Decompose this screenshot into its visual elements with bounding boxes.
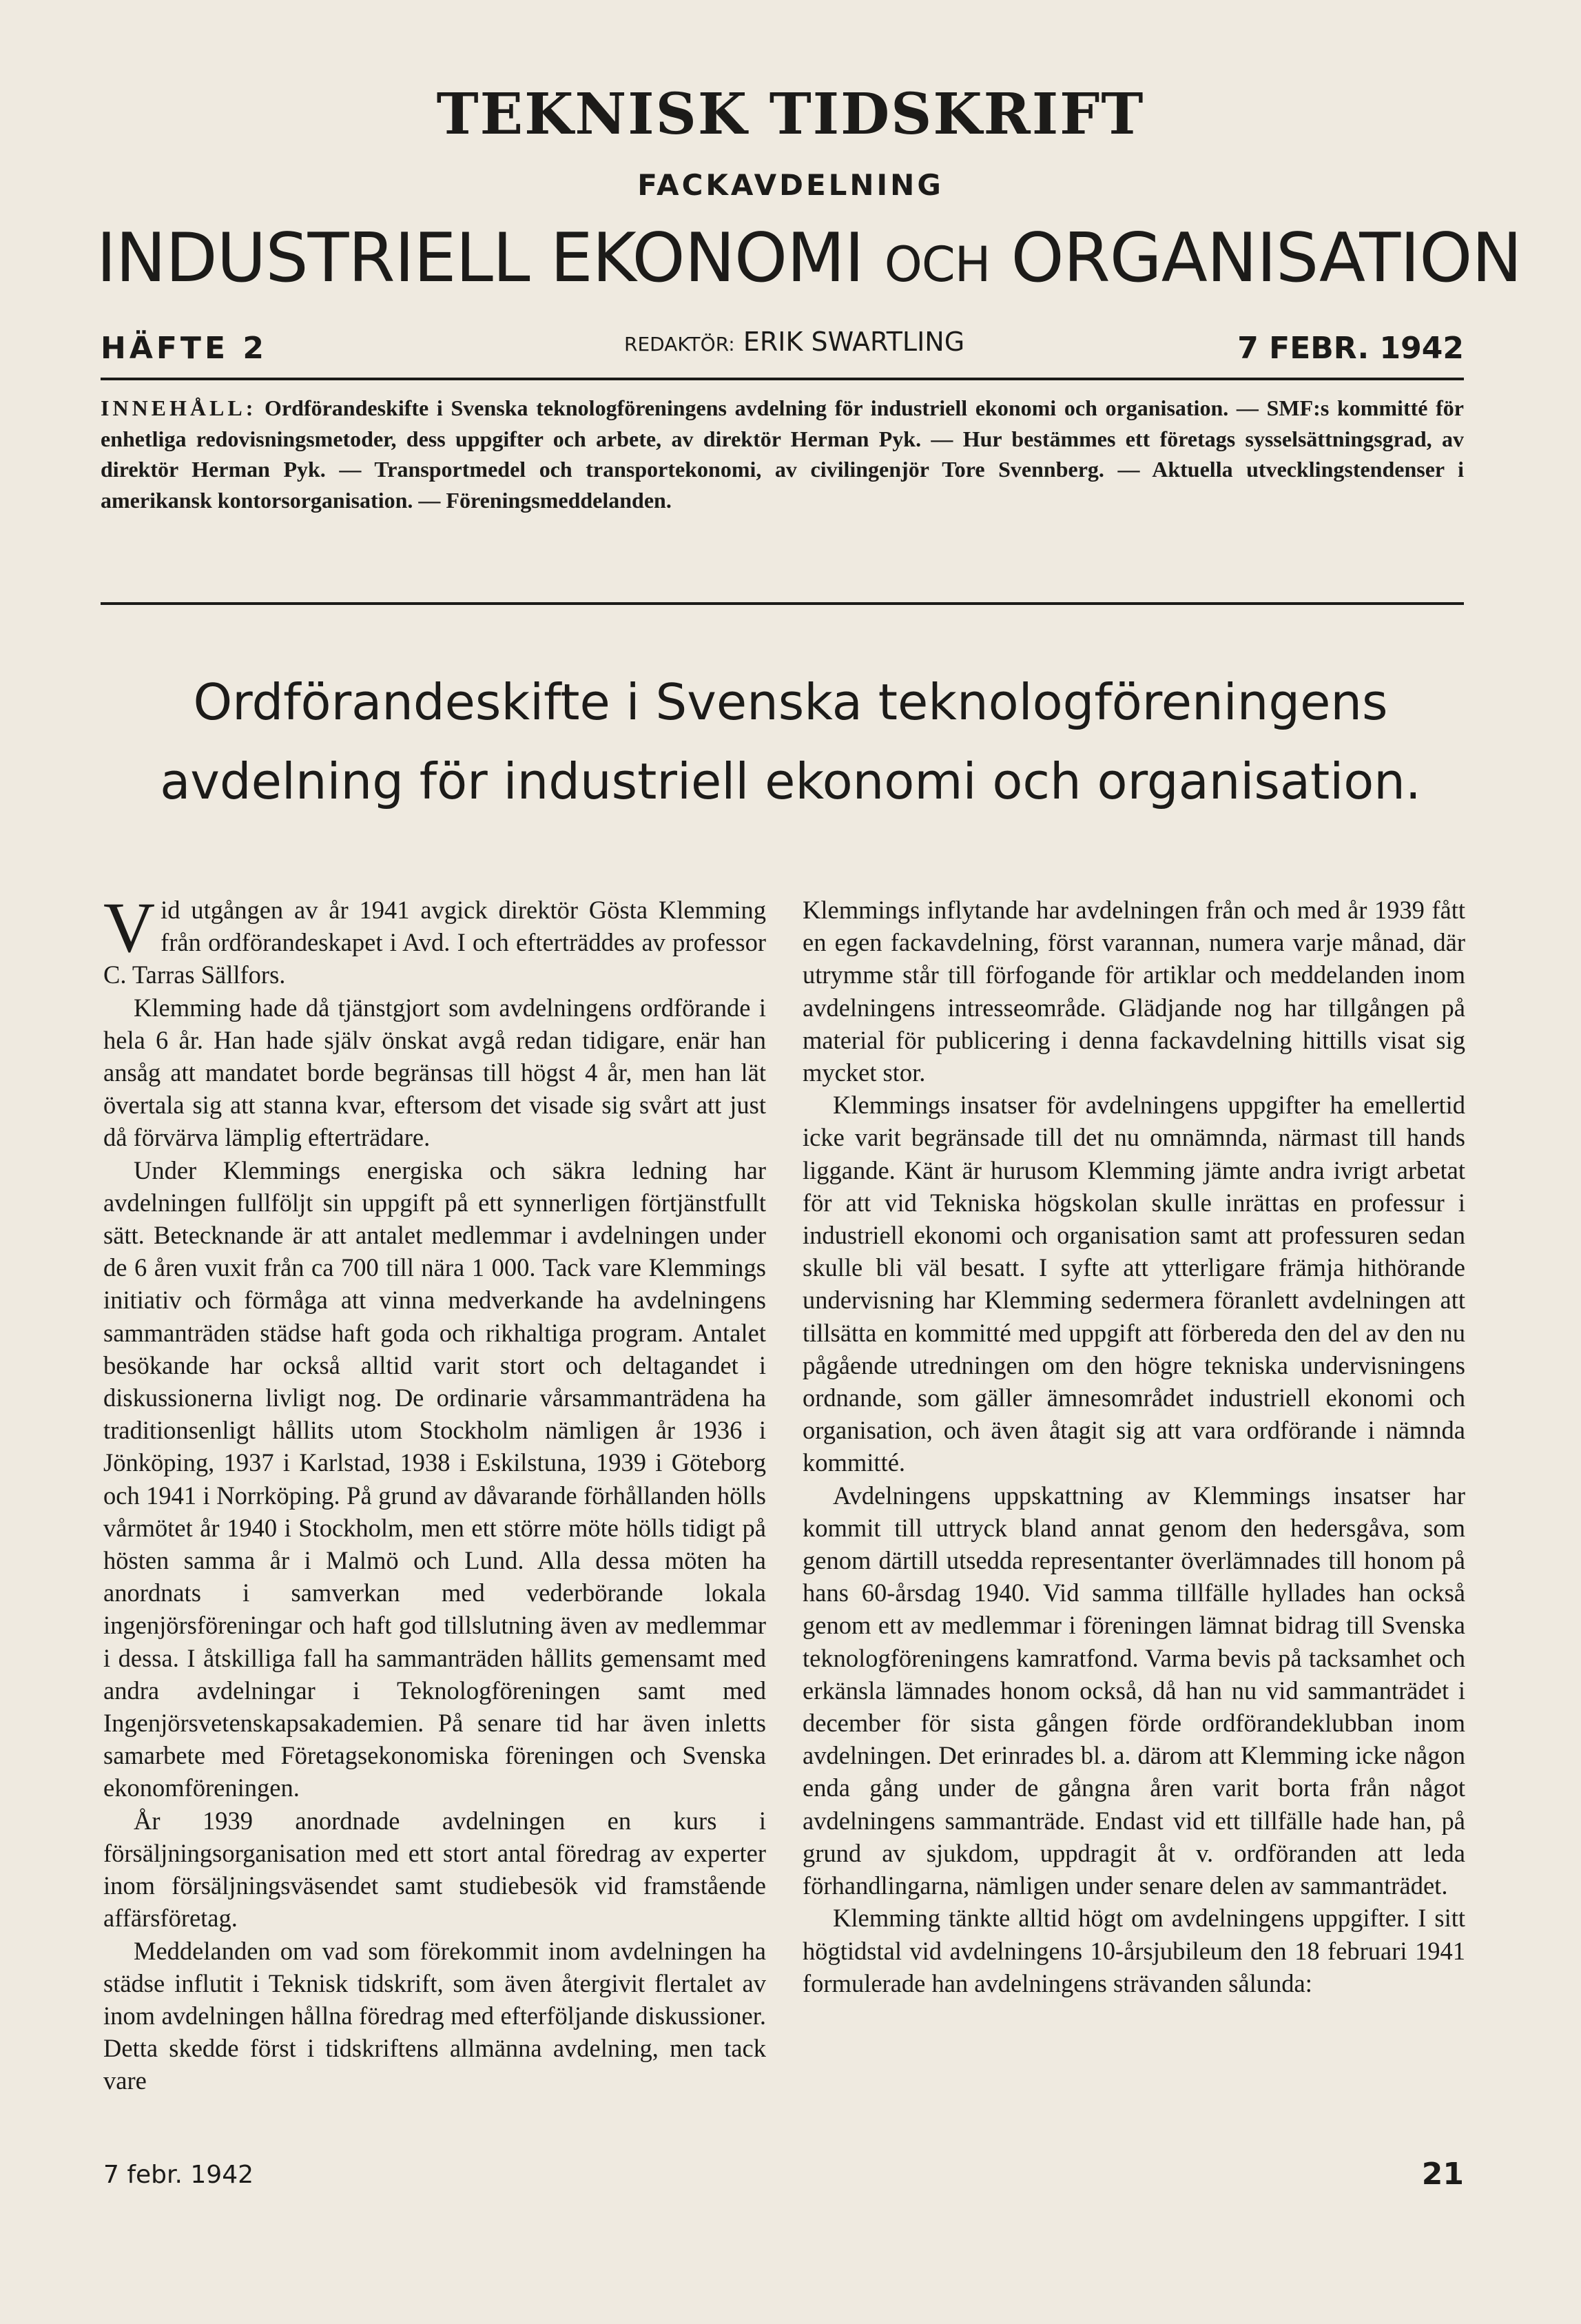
paragraph-text: Avdelningens uppskattning av Klemmings insatser har kommit till uttryck bland annat genom den hedersgåva, som genom därtill utsedda representanter överlämnades till honom på hans 60-årsdag 1940. Vid samma tillfälle hyllades han också genom ett av medlemmar i föreningen lämnat bidrag till Svenska teknologföreningens kamratfond. Varma bevis på tacksamhet och erkänsla lämnades honom också, då han nu vid sammanträdet i december för sista gången förde ordförandeklubban inom avdelningen. Det erinrades bl. a. därom att Klemming icke någon enda gång under de gångna åren varit borta från något avdelningens sammanträde. Endast vid ett tillfälle hade han, på grund av sjukdom, uppdragit åt v. ordföranden att leda förhandlingarna, nämligen under senare delen av sammanträdet. [803, 1481, 1465, 1900]
article-paragraph [103, 1154, 766, 1804]
editor-name: ERIK SWARTLING [743, 327, 965, 357]
footer-date: 7 febr. 1942 [103, 2161, 254, 2189]
paragraph-text: Meddelanden om vad som förekommit inom avdelningen ha städse influtit i Teknisk tidskrift, som även återgivit flertalet av inom avdelningen hållna föredrag med efterföljande diskussioner. Detta skedde först i tidskriftens allmänna avdelning, men tack vare [103, 1936, 766, 2095]
paragraph-text: Klemmings insatser för avdelningens uppgifter ha emellertid icke varit begränsade till det nu omnämnda, närmast till hands liggande. Känt är hurusom Klemming jämte andra ivrigt arbetat för att vid Tekniska högskolan skulle inrättas en professur i industriell ekonomi och organisation samt att professuren sedan skulle bli väl besatt. I syfte att ytterligare främja hithörande undervisning har Klemming sedermera föranlett avdelningen att tillsätta en kommitté med uppgift att förbereda den del av den nu pågående utredningen om den högre tekniska undervisningens ordnande, som gäller ämnesområdet industriell ekonomi och organisation, och även åtagit sig att vara ordförande i nämnda kommitté. [803, 1091, 1465, 1477]
article-paragraph [803, 1479, 1465, 1902]
section-title-part-1: INDUSTRIELL EKONOMI [96, 219, 864, 298]
article-paragraph [103, 1935, 766, 2097]
contents-text: Ordförandeskifte i Svenska teknologföreningens avdelning för industriell ekonomi och organisation. — SMF:s kommitté för enhetliga redovisningsmetoder, dess uppgifter och arbete, av direktör Herman Pyk. — Hur bestämmes ett företags sysselsättningsgrad, av direktör Herman Pyk. — Transportmedel och transportekonomi, av civilingenjör Tore Svennberg. — Aktuella utvecklingstendenser i amerikansk kontorsorganisation. — Föreningsmeddelanden. [101, 395, 1465, 513]
paragraph-text: Klemming tänkte alltid högt om avdelningens uppgifter. I sitt högtidstal vid avdelningens 10-årsjubileum den 18 februari 1941 formulerade han avdelningens strävanden sålunda: [803, 1904, 1465, 1997]
article-paragraph [103, 888, 766, 991]
issue-date: 7 FEBR. 1942 [1237, 331, 1464, 366]
paragraph-text: Klemming hade då tjänstgjort som avdelningens ordförande i hela 6 år. Han hade själv önskat avgå redan tidigare, enär han ansåg att mandatet borde begränsas till högst 4 år, men han lät övertala sig att stanna kvar, eftersom det visade sig svårt att just då förvärva lämplig efterträdare. [103, 993, 766, 1152]
divider-bottom [101, 602, 1464, 605]
article-paragraph [103, 991, 766, 1154]
paragraph-text: id utgången av år 1941 avgick direktör Gösta Klemming från ordförandeskapet i Avd. I och efterträddes av professor C. Tarras Sällfors. [103, 896, 766, 989]
paragraph-text: Under Klemmings energiska och säkra ledning har avdelningen fullföljt sin uppgift på ett synnerligen förtjänstfullt sätt. Betecknande är att antalet medlemmar i avdelningen under de 6 åren vuxit från ca 700 till nära 1 000. Tack vare Klemmings initiativ och förmåga att vinna medverkande ha avdelningens sammanträden städse haft goda och rikhaltiga program. Antalet besökande har också alltid varit stort och deltagandet i diskussionerna livligt nog. De ordinarie vårsammanträdena ha traditionsenligt hållits utom Stockholm nämligen år 1936 i Jönköping, 1937 i Karlstad, 1938 i Eskilstuna, 1939 i Göteborg och 1941 i Norrköping. På grund av dåvarande förhållanden hölls vårmötet år 1940 i Stockholm, men ett större möte hölls tidigt på hösten samma år i Malmö och Lund. Alla dessa möten ha anordnats i samverkan med vederbörande lokala ingenjörsföreningar och haft god tillslutning även av medlemmar i dessa. I åtskilliga fall ha sammanträden hållits gemensamt med andra avdelningar i Teknologföreningen samt med Ingenjörsvetenskapsakademien. På senare tid har även inletts samarbete med Företagsekonomiska föreningen och Svenska ekonomföreningen. [103, 1155, 766, 1802]
article-headline: Ordförandeskifte i Svenska teknologföreningens avdelning för industriell ekonomi och organisation. [160, 673, 1421, 810]
section-title-part-2: ORGANISATION [1011, 219, 1522, 298]
article-paragraph [803, 1089, 1465, 1479]
issue-number: HÄFTE 2 [101, 331, 267, 366]
page-number: 21 [1421, 2157, 1464, 2192]
issue-info-row [101, 327, 1464, 368]
article-paragraph [803, 894, 1465, 1089]
article-column-right [803, 894, 1465, 1999]
journal-title: TEKNISK TIDSKRIFT [436, 81, 1145, 147]
paragraph-text: Klemmings inflytande har avdelningen från och med år 1939 fått en egen fackavdelning, först varannan, numera varje månad, där utrymme står till förfogande för artiklar och meddelanden inom avdelningens intresseområde. Glädjande nog har tillgången på material för publicering i denna fackavdelning hittills visat sig mycket stor. [803, 896, 1465, 1087]
drop-cap: V [103, 888, 156, 967]
article-paragraph [803, 1902, 1465, 1999]
editor-credit [624, 327, 964, 357]
section-title-och: OCH [884, 236, 991, 293]
paragraph-text: År 1939 anordnade avdelningen en kurs i försäljningsorganisation med ett stort antal föredrag av experter inom försäljningsväsendet samt studiebesök vid framstående affärsföretag. [103, 1806, 766, 1933]
editor-label: REDAKTÖR: [624, 333, 735, 356]
department-label: FACKAVDELNING [637, 168, 944, 202]
article-column-left [103, 888, 766, 2097]
table-of-contents [101, 393, 1464, 515]
divider-top [101, 378, 1464, 380]
article-paragraph [103, 1804, 766, 1935]
contents-label: INNEHÅLL: [101, 395, 257, 420]
section-title [96, 219, 1522, 298]
